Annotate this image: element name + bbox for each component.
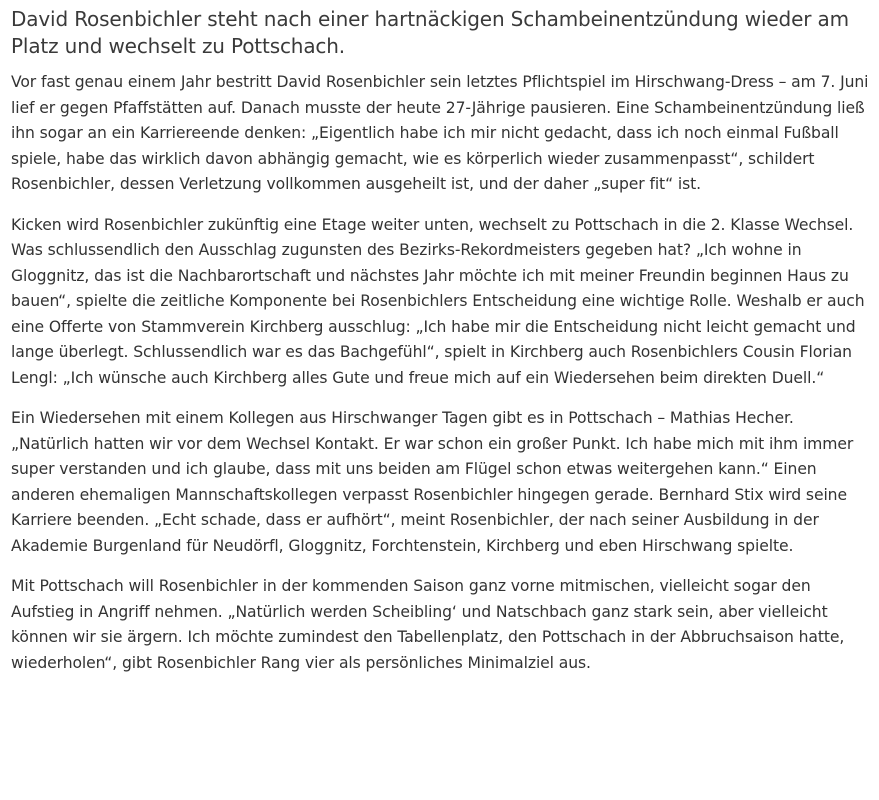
article [11,6,873,691]
article-paragraph: Mit Pottschach will Rosenbichler in der kommenden Saison ganz vorne mitmischen, vielleicht sogar den Aufstieg in Angriff nehmen. „Natürlich werden Scheibling‘ und Natschbach ganz stark sein, aber vielleicht können wir sie ärgern. Ich möchte zumindest den Tabellenplatz, den Pottschach in der Abbruchsaison hatte, wiederholen“, gibt Rosenbichler Rang vier als persönliches Minimalziel aus. [11,577,845,672]
article-paragraph: Kicken wird Rosenbichler zukünftig eine Etage weiter unten, wechselt zu Pottschach in die 2. Klasse Wechsel. Was schlussendlich den Ausschlag zugunsten des Bezirks-Rekordmeisters gegeben hat? „Ich wohne in Gloggnitz, das ist die Nachbarortschaft und nächstes Jahr möchte ich mit meiner Freundin beginnen Haus zu bauen“, spielte die zeitliche Komponente bei Rosenbichlers Entscheidung eine wichtige Rolle. Weshalb er auch eine Offerte von Stammverein Kirchberg ausschlug: „Ich habe mir die Entscheidung nicht leicht gemacht und lange überlegt. Schlussendlich war es das Bachgefühl“, spielt in Kirchberg auch Rosenbichlers Cousin Florian Lengl: „Ich wünsche auch Kirchberg alles Gute und freue mich auf ein Wiedersehen beim direkten Duell.“ [11,215,865,387]
article-paragraph: Ein Wiedersehen mit einem Kollegen aus Hirschwanger Tagen gibt es in Pottschach – Mathias Hecher. „Natürlich hatten wir vor dem Wechsel Kontakt. Er war schon ein großer Punkt. Ich habe mich mit ihm immer super verstanden und ich glaube, dass mit uns beiden am Flügel schon etwas weitergehen kann.“ Einen anderen ehemaligen Mannschaftskollegen verpasst Rosenbichler hingegen gerade. Bernhard Stix wird seine Karriere beenden. „Echt schade, dass er aufhört“, meint Rosenbichler, der nach seiner Ausbildung in der Akademie Burgenland für Neudörfl, Gloggnitz, Forchtenstein, Kirchberg und eben Hirschwang spielte. [11,409,854,555]
article-paragraph: Vor fast genau einem Jahr bestritt David Rosenbichler sein letztes Pflichtspiel im Hirschwang-Dress – am 7. Juni lief er gegen Pfaffstätten auf. Danach musste der heute 27-Jährige pausieren. Eine Schambeinentzündung ließ ihn sogar an ein Karriereende denken: „Eigentlich habe ich mir nicht gedacht, dass ich noch einmal Fußball spiele, habe das wirklich davon abhängig gemacht, wie es körperlich wieder zusammenpasst“, schildert Rosenbichler, dessen Verletzung vollkommen ausgeheilt ist, und der daher „super fit“ ist. [11,73,869,193]
article-lead: David Rosenbichler steht nach einer hartnäckigen Schambeinentzündung wieder am Platz und wechselt zu Pottschach. [11,7,849,58]
